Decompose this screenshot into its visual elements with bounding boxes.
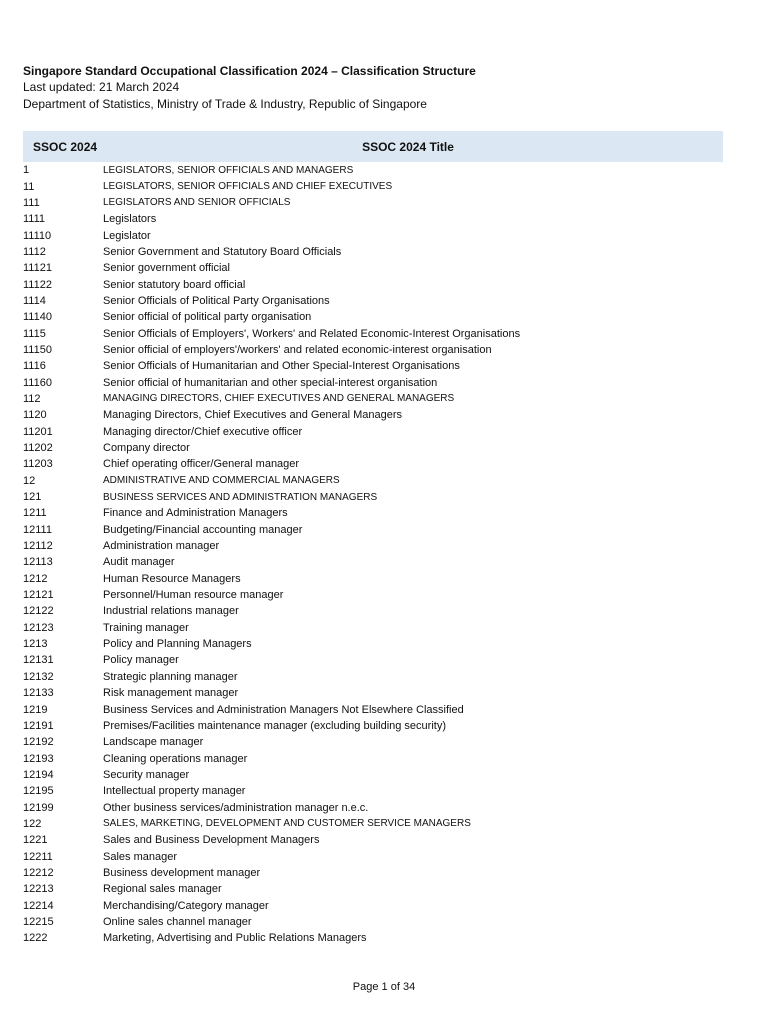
ssoc-title: Intellectual property manager <box>103 785 246 798</box>
column-header-title: SSOC 2024 Title <box>362 139 454 154</box>
ssoc-code: 11110 <box>23 229 52 242</box>
ssoc-title: Senior official of employers'/workers' and related economic-interest organisation <box>103 343 492 356</box>
table-row <box>23 424 723 440</box>
table-row <box>23 587 723 603</box>
ssoc-code: 12199 <box>23 801 54 814</box>
table-row <box>23 652 723 668</box>
ssoc-title: Managing Directors, Chief Executives and General Managers <box>103 409 402 422</box>
ssoc-code: 1219 <box>23 703 48 716</box>
table-row <box>23 162 723 178</box>
ssoc-title: Company director <box>103 442 190 455</box>
ssoc-code: 1115 <box>23 327 46 340</box>
ssoc-title: Chief operating officer/General manager <box>103 458 300 471</box>
ssoc-code: 11203 <box>23 458 53 471</box>
ssoc-title: Finance and Administration Managers <box>103 507 288 520</box>
ssoc-code: 11122 <box>23 278 52 291</box>
ssoc-code: 12122 <box>23 605 54 618</box>
ssoc-title: Business development manager <box>103 866 261 879</box>
table-row <box>23 930 723 946</box>
table-row <box>23 799 723 815</box>
ssoc-code: 12214 <box>23 899 54 912</box>
ssoc-code: 12131 <box>23 654 54 667</box>
table-row <box>23 440 723 456</box>
table-row <box>23 571 723 587</box>
ssoc-code: 111 <box>23 196 40 209</box>
ssoc-title: Merchandising/Category manager <box>103 899 269 912</box>
ssoc-title: Senior statutory board official <box>103 278 246 291</box>
ssoc-title: Senior official of political party organisation <box>103 311 312 324</box>
ssoc-code: 1213 <box>23 638 48 651</box>
table-row <box>23 603 723 619</box>
ssoc-title: Business Services and Administration Managers Not Elsewhere Classified <box>103 703 464 716</box>
table-row <box>23 325 723 341</box>
ssoc-title: Human Resource Managers <box>103 572 241 585</box>
ssoc-code: 112 <box>23 392 41 405</box>
ssoc-title: Marketing, Advertising and Public Relations Managers <box>103 932 367 945</box>
ssoc-title: Online sales channel manager <box>103 915 252 928</box>
table-row <box>23 293 723 309</box>
table-row <box>23 734 723 750</box>
ssoc-title: Landscape manager <box>103 736 204 749</box>
ssoc-title: Training manager <box>103 621 189 634</box>
ssoc-title: SALES, MARKETING, DEVELOPMENT AND CUSTOMER SERVICE MANAGERS <box>103 818 471 830</box>
table-row <box>23 554 723 570</box>
ssoc-title: Regional sales manager <box>103 883 222 896</box>
table-row <box>23 783 723 799</box>
table-row <box>23 865 723 881</box>
table-row <box>23 685 723 701</box>
ssoc-title: Personnel/Human resource manager <box>103 589 284 602</box>
table-row <box>23 914 723 930</box>
table-row <box>23 244 723 260</box>
ssoc-code: 1211 <box>23 507 47 520</box>
ssoc-code: 12113 <box>23 556 53 569</box>
ssoc-title: Managing director/Chief executive officer <box>103 425 303 438</box>
ssoc-code: 1116 <box>23 360 46 373</box>
ssoc-title: Audit manager <box>103 556 175 569</box>
ssoc-code: 1114 <box>23 294 46 307</box>
table-row <box>23 701 723 717</box>
table-row <box>23 456 723 472</box>
table-row <box>23 848 723 864</box>
table-row <box>23 489 723 505</box>
last-updated: Last updated: 21 March 2024 <box>23 80 180 94</box>
table-row <box>23 374 723 390</box>
ssoc-title: ADMINISTRATIVE AND COMMERCIAL MANAGERS <box>103 475 340 487</box>
ssoc-code: 12193 <box>23 752 54 765</box>
ssoc-code: 12215 <box>23 915 54 928</box>
table-row <box>23 881 723 897</box>
ssoc-title: LEGISLATORS, SENIOR OFFICIALS AND MANAGERS <box>103 164 354 176</box>
table-row <box>23 260 723 276</box>
table-row <box>23 522 723 538</box>
table-row <box>23 358 723 374</box>
table-row <box>23 276 723 292</box>
table-header <box>23 131 723 162</box>
ssoc-title: Senior Officials of Employers', Workers' and Related Economic-Interest Organisations <box>103 327 521 340</box>
ssoc-title: Sales and Business Development Managers <box>103 834 320 847</box>
ssoc-title: BUSINESS SERVICES AND ADMINISTRATION MANAGERS <box>103 491 378 503</box>
ssoc-code: 1112 <box>23 245 46 258</box>
table-row <box>23 832 723 848</box>
table-row <box>23 620 723 636</box>
ssoc-code: 12123 <box>23 621 54 634</box>
ssoc-title: Strategic planning manager <box>103 670 238 683</box>
ssoc-code: 11 <box>23 180 35 193</box>
ssoc-title: Administration manager <box>103 540 220 553</box>
table-row <box>23 750 723 766</box>
ssoc-title: Premises/Facilities maintenance manager (excluding building security) <box>103 719 446 732</box>
table-row <box>23 407 723 423</box>
ssoc-code: 122 <box>23 817 42 830</box>
table-row <box>23 767 723 783</box>
table-row <box>23 718 723 734</box>
document-title: Singapore Standard Occupational Classification 2024 – Classification Structure <box>23 64 476 78</box>
ssoc-code: 12192 <box>23 736 54 749</box>
ssoc-code: 12 <box>23 474 36 487</box>
table-row <box>23 195 723 211</box>
classification-table-body <box>23 162 723 947</box>
ssoc-title: Policy and Planning Managers <box>103 638 252 651</box>
ssoc-title: Legislator <box>103 229 151 242</box>
ssoc-code: 11160 <box>23 376 52 389</box>
ssoc-code: 12132 <box>23 670 54 683</box>
ssoc-code: 1 <box>23 164 30 177</box>
ssoc-title: Senior government official <box>103 262 230 275</box>
table-row <box>23 211 723 227</box>
table-row <box>23 178 723 194</box>
ssoc-title: Senior Officials of Humanitarian and Other Special-Interest Organisations <box>103 360 460 373</box>
ssoc-title: Other business services/administration manager n.e.c. <box>103 801 369 814</box>
ssoc-title: Security manager <box>103 768 190 781</box>
table-row <box>23 897 723 913</box>
ssoc-title: Sales manager <box>103 850 177 863</box>
table-row <box>23 816 723 832</box>
page-number: Page 1 of 34 <box>352 981 416 993</box>
ssoc-code: 1111 <box>23 213 46 226</box>
ssoc-title: MANAGING DIRECTORS, CHIEF EXECUTIVES AND GENERAL MANAGERS <box>103 393 455 405</box>
table-row <box>23 342 723 358</box>
column-header-code: SSOC 2024 <box>33 139 98 154</box>
table-row <box>23 636 723 652</box>
ssoc-title: Budgeting/Financial accounting manager <box>103 523 303 536</box>
table-row <box>23 538 723 554</box>
ssoc-title: Legislators <box>103 213 157 226</box>
document-header <box>23 63 743 113</box>
ssoc-code: 12191 <box>23 719 54 732</box>
ssoc-code: 12213 <box>23 883 54 896</box>
ssoc-code: 11121 <box>23 262 52 275</box>
ssoc-title: Cleaning operations manager <box>103 752 248 765</box>
ssoc-code: 12212 <box>23 866 54 879</box>
ssoc-code: 11202 <box>23 442 53 455</box>
ssoc-code: 1222 <box>23 932 48 945</box>
department-line: Department of Statistics, Ministry of Trade & Industry, Republic of Singapore <box>23 97 427 111</box>
ssoc-code: 12112 <box>23 540 53 553</box>
table-row <box>23 309 723 325</box>
ssoc-code: 12111 <box>23 523 52 536</box>
ssoc-code: 1212 <box>23 572 48 585</box>
ssoc-title: Senior Officials of Political Party Organisations <box>103 294 330 307</box>
ssoc-title: LEGISLATORS, SENIOR OFFICIALS AND CHIEF EXECUTIVES <box>103 181 393 193</box>
table-row <box>23 391 723 407</box>
table-row <box>23 505 723 521</box>
ssoc-title: Policy manager <box>103 654 179 667</box>
ssoc-code: 12211 <box>23 850 53 863</box>
ssoc-code: 11201 <box>23 425 53 438</box>
ssoc-title: Risk management manager <box>103 687 239 700</box>
ssoc-title: Senior official of humanitarian and other special-interest organisation <box>103 376 438 389</box>
ssoc-title: Industrial relations manager <box>103 605 239 618</box>
ssoc-code: 11150 <box>23 343 52 356</box>
ssoc-title: Senior Government and Statutory Board Officials <box>103 245 342 258</box>
ssoc-code: 12194 <box>23 768 54 781</box>
ssoc-code: 12195 <box>23 785 54 798</box>
ssoc-code: 12121 <box>23 589 54 602</box>
table-row <box>23 227 723 243</box>
table-row <box>23 473 723 489</box>
ssoc-code: 1120 <box>23 409 47 422</box>
ssoc-code: 121 <box>23 491 42 504</box>
ssoc-title: LEGISLATORS AND SENIOR OFFICIALS <box>103 197 291 209</box>
ssoc-code: 12133 <box>23 687 54 700</box>
table-row <box>23 669 723 685</box>
ssoc-code: 1221 <box>23 834 48 847</box>
ssoc-code: 11140 <box>23 311 52 324</box>
